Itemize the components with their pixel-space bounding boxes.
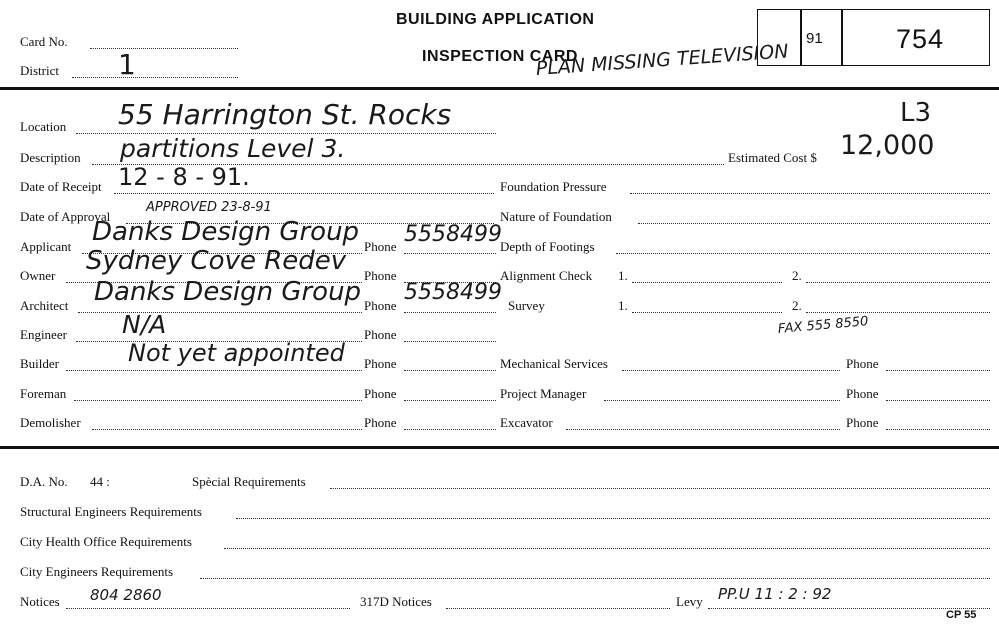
- structural-label: Structural Engineers Requirements: [20, 504, 202, 519]
- survey-one-label: 1.: [618, 298, 628, 313]
- da-label: D.A. No.: [20, 474, 68, 489]
- district-label: District: [20, 63, 59, 78]
- nature-foundation-line: [638, 223, 990, 224]
- demolisher-phone-line: [404, 429, 496, 430]
- card-title: BUILDING APPLICATION: [396, 11, 595, 28]
- applicant-phone-label: Phone: [364, 239, 397, 254]
- fax-note: FAX 555 8550: [777, 314, 869, 337]
- header-rule: [0, 87, 999, 90]
- form-code: CP 55: [946, 609, 977, 621]
- description-value: partitions Level 3.: [120, 134, 346, 163]
- levy-label: Levy: [676, 594, 703, 609]
- demolisher-line: [92, 429, 362, 430]
- builder-value: Not yet appointed: [128, 339, 345, 367]
- project-manager-line: [604, 400, 840, 401]
- project-manager-phone-label: Phone: [846, 386, 879, 401]
- special-requirements-line: [330, 488, 990, 489]
- mechanical-line: [622, 370, 840, 371]
- alignment-label: Alignment Check: [500, 268, 593, 283]
- survey-two-label: 2.: [792, 298, 802, 313]
- location-code: L3: [900, 98, 932, 128]
- applicant-phone-line: [404, 253, 496, 254]
- alignment-two-line: [806, 282, 990, 283]
- applicant-value: Danks Design Group: [92, 217, 360, 247]
- reference-small-number: 91: [806, 30, 823, 47]
- excavator-phone-line: [886, 429, 990, 430]
- engineer-label: Engineer: [20, 327, 67, 342]
- receipt-value: 12 - 8 - 91.: [118, 163, 250, 191]
- foundation-pressure-label: Foundation Pressure: [500, 179, 607, 194]
- alignment-one-label: 1.: [618, 268, 628, 283]
- engineer-phone-label: Phone: [364, 327, 397, 342]
- reference-number: 754: [896, 24, 945, 54]
- architect-phone-value: 5558499: [404, 280, 502, 305]
- foreman-phone-line: [404, 400, 496, 401]
- structural-line: [236, 518, 990, 519]
- mechanical-phone-label: Phone: [846, 356, 879, 371]
- receipt-line: [114, 193, 494, 194]
- alignment-one-line: [632, 282, 782, 283]
- card-no-line: [90, 48, 238, 49]
- survey-two-line: [806, 312, 990, 313]
- applicant-label: Applicant: [20, 239, 72, 254]
- survey-label: Survey: [508, 298, 545, 313]
- owner-label: Owner: [20, 268, 56, 283]
- applicant-phone-value: 5558499: [404, 222, 502, 247]
- special-requirements-label: Spècial Requirements: [192, 474, 306, 489]
- notices-317d-label: 317D Notices: [360, 594, 432, 609]
- city-engineers-label: City Engineers Requirements: [20, 564, 174, 579]
- builder-phone-line: [404, 370, 496, 371]
- excavator-line: [566, 429, 840, 430]
- survey-one-line: [632, 312, 782, 313]
- foreman-phone-label: Phone: [364, 386, 397, 401]
- reference-divider-2: [841, 9, 843, 66]
- health-line: [224, 548, 990, 549]
- section-rule: [0, 446, 999, 449]
- approval-label: Date of Approval: [20, 209, 111, 224]
- city-engineers-line: [200, 578, 990, 579]
- description-label: Description: [20, 150, 81, 165]
- district-value: 1: [118, 48, 136, 81]
- architect-line: [78, 312, 362, 313]
- builder-phone-label: Phone: [364, 356, 397, 371]
- card-no-label: Card No.: [20, 34, 68, 49]
- notices-label: Notices: [20, 594, 60, 609]
- foreman-line: [74, 400, 362, 401]
- notices-line: [66, 608, 350, 609]
- reference-box: [757, 9, 990, 66]
- mechanical-phone-line: [886, 370, 990, 371]
- depth-footings-line: [616, 253, 990, 254]
- owner-value: Sydney Cove Redev: [86, 246, 347, 276]
- health-label: City Health Office Requirements: [20, 534, 192, 549]
- reference-divider-1: [800, 9, 802, 66]
- architect-phone-label: Phone: [364, 298, 397, 313]
- excavator-label: Excavator: [500, 415, 553, 430]
- location-label: Location: [20, 119, 67, 134]
- engineer-phone-line: [404, 341, 496, 342]
- notices-317d-line: [446, 608, 670, 609]
- alignment-two-label: 2.: [792, 268, 802, 283]
- estimated-cost-value: 12,000: [840, 130, 935, 161]
- plan-missing-annotation: PLAN MISSING TELEVISION: [535, 40, 790, 80]
- architect-phone-line: [404, 312, 496, 313]
- demolisher-phone-label: Phone: [364, 415, 397, 430]
- approval-value: APPROVED 23-8-91: [146, 200, 272, 215]
- notices-value: 804 2860: [90, 586, 162, 604]
- da-value: 44 :: [90, 474, 110, 489]
- project-manager-phone-line: [886, 400, 990, 401]
- owner-phone-label: Phone: [364, 268, 397, 283]
- demolisher-label: Demolisher: [20, 415, 81, 430]
- foreman-label: Foreman: [20, 386, 67, 401]
- project-manager-label: Project Manager: [500, 386, 587, 401]
- nature-foundation-label: Nature of Foundation: [500, 209, 612, 224]
- card-subtitle: INSPECTION CARD: [422, 48, 578, 65]
- receipt-label: Date of Receipt: [20, 179, 102, 194]
- mechanical-label: Mechanical Services: [500, 356, 608, 371]
- location-value: 55 Harrington St. Rocks: [118, 98, 452, 131]
- excavator-phone-label: Phone: [846, 415, 879, 430]
- architect-label: Architect: [20, 298, 69, 313]
- estimated-cost-label: Estimated Cost $: [728, 150, 817, 165]
- engineer-value: N/A: [122, 310, 167, 339]
- architect-value: Danks Design Group: [94, 277, 362, 307]
- depth-footings-label: Depth of Footings: [500, 239, 595, 254]
- builder-line: [66, 370, 362, 371]
- foundation-pressure-line: [630, 193, 990, 194]
- district-line: [72, 77, 238, 78]
- builder-label: Builder: [20, 356, 59, 371]
- levy-value: PP.U 11 : 2 : 92: [718, 585, 832, 603]
